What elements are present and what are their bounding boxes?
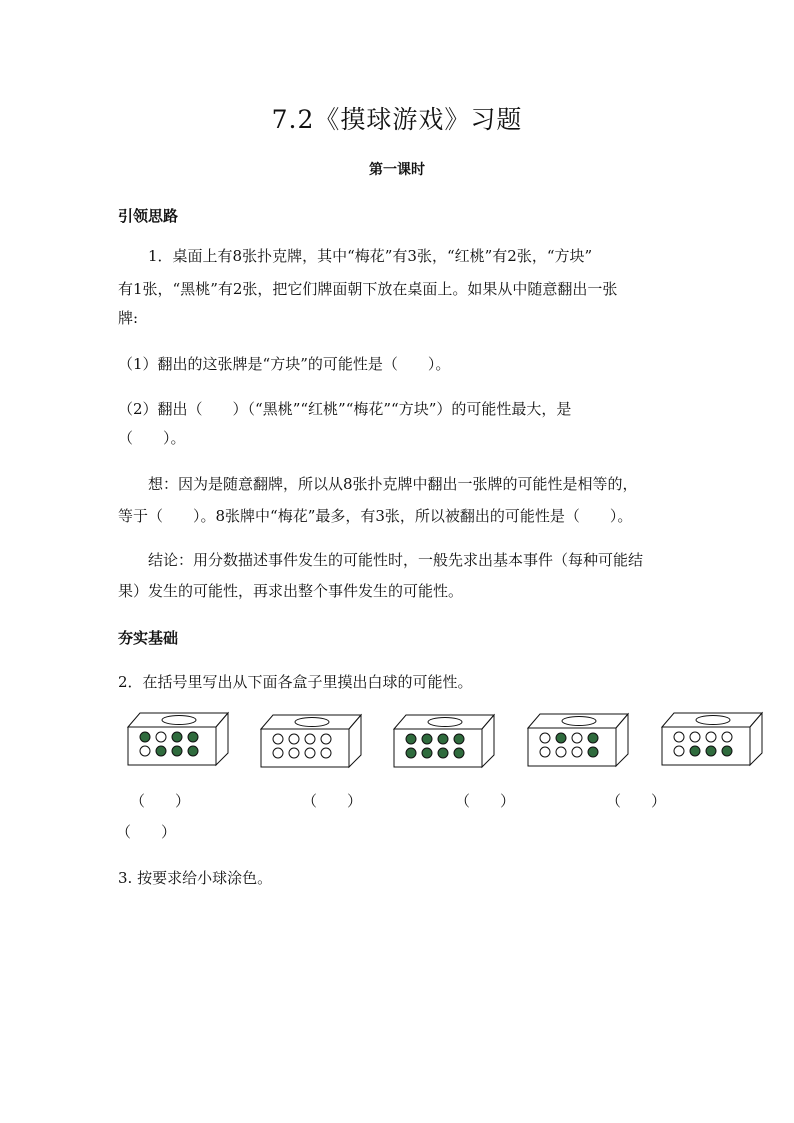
colored-ball bbox=[188, 732, 198, 742]
colored-ball bbox=[140, 732, 150, 742]
box-opening bbox=[162, 716, 196, 725]
section-heading-guide: 引领思路 bbox=[118, 207, 179, 225]
colored-ball bbox=[706, 746, 716, 756]
colored-ball bbox=[556, 733, 566, 743]
white-ball bbox=[690, 732, 700, 742]
white-ball bbox=[273, 734, 283, 744]
box-opening bbox=[428, 718, 462, 727]
colored-ball bbox=[422, 734, 432, 744]
q1-part-2-line-2: （ ）。 bbox=[118, 429, 186, 447]
white-ball bbox=[305, 748, 315, 758]
q1-intro-line-1: 1．桌面上有8张扑克牌，其中“梅花”有3张，“红桃”有2张，“方块” bbox=[148, 247, 593, 265]
box-front-face bbox=[394, 729, 482, 767]
answer-blank[interactable]: （ ） bbox=[130, 792, 191, 810]
white-ball bbox=[572, 747, 582, 757]
colored-ball bbox=[438, 748, 448, 758]
colored-ball bbox=[406, 734, 416, 744]
colored-ball bbox=[588, 747, 598, 757]
ball-box bbox=[661, 711, 763, 767]
q1-think-line-1: 想：因为是随意翻牌，所以从8张扑克牌中翻出一张牌的可能性是相等的， bbox=[148, 475, 638, 493]
box-opening bbox=[295, 718, 329, 727]
white-ball bbox=[674, 732, 684, 742]
ball-box bbox=[527, 712, 629, 768]
q1-conclusion-line-2: 果）发生的可能性，再求出整个事件发生的可能性。 bbox=[118, 582, 464, 600]
colored-ball bbox=[156, 746, 166, 756]
white-ball bbox=[321, 748, 331, 758]
colored-ball bbox=[188, 746, 198, 756]
white-ball bbox=[156, 732, 166, 742]
ball-box bbox=[260, 713, 362, 769]
q2-prompt: 2．在括号里写出从下面各盒子里摸出白球的可能性。 bbox=[118, 673, 473, 691]
white-ball bbox=[572, 733, 582, 743]
q1-part-1: （1）翻出的这张牌是“方块”的可能性是（ ）。 bbox=[118, 355, 451, 373]
ball-box bbox=[127, 711, 229, 767]
lesson-subtitle: 第一课时 bbox=[369, 162, 425, 178]
q1-think-line-2: 等于（ ）。8张牌中“梅花”最多，有3张，所以被翻出的可能性是（ ）。 bbox=[118, 507, 633, 525]
white-ball bbox=[273, 748, 283, 758]
box-front-face bbox=[528, 728, 616, 766]
white-ball bbox=[556, 747, 566, 757]
white-ball bbox=[706, 732, 716, 742]
answer-blank[interactable]: （ ） bbox=[302, 792, 363, 810]
white-ball bbox=[289, 734, 299, 744]
white-ball bbox=[674, 746, 684, 756]
q1-intro-line-3: 牌: bbox=[118, 309, 139, 327]
colored-ball bbox=[722, 746, 732, 756]
box-opening bbox=[562, 717, 596, 726]
colored-ball bbox=[438, 734, 448, 744]
section-heading-basics: 夯实基础 bbox=[118, 629, 179, 647]
colored-ball bbox=[172, 732, 182, 742]
white-ball bbox=[289, 748, 299, 758]
white-ball bbox=[540, 733, 550, 743]
colored-ball bbox=[422, 748, 432, 758]
page-title: 7.2《摸球游戏》习题 bbox=[271, 105, 523, 134]
q1-part-2-line-1: （2）翻出（ ）（“黑桃”“红桃”“梅花”“方块”）的可能性最大，是 bbox=[118, 400, 572, 418]
white-ball bbox=[321, 734, 331, 744]
colored-ball bbox=[690, 746, 700, 756]
ball-box bbox=[393, 713, 495, 769]
colored-ball bbox=[454, 748, 464, 758]
q1-conclusion-line-1: 结论：用分数描述事件发生的可能性时，一般先求出基本事件（每种可能结 bbox=[148, 551, 644, 569]
white-ball bbox=[140, 746, 150, 756]
colored-ball bbox=[172, 746, 182, 756]
answer-blank[interactable]: （ ） bbox=[116, 823, 177, 841]
box-front-face bbox=[128, 727, 216, 765]
white-ball bbox=[305, 734, 315, 744]
box-opening bbox=[696, 716, 730, 725]
q3-prompt: 3. 按要求给小球涂色。 bbox=[118, 869, 273, 887]
box-front-face bbox=[662, 727, 750, 765]
white-ball bbox=[540, 747, 550, 757]
colored-ball bbox=[454, 734, 464, 744]
q1-intro-line-2: 有1张，“黑桃”有2张，把它们牌面朝下放在桌面上。如果从中随意翻出一张 bbox=[118, 280, 618, 298]
colored-ball bbox=[406, 748, 416, 758]
answer-blank[interactable]: （ ） bbox=[606, 792, 667, 810]
white-ball bbox=[722, 732, 732, 742]
answer-blank[interactable]: （ ） bbox=[455, 792, 516, 810]
colored-ball bbox=[588, 733, 598, 743]
box-front-face bbox=[261, 729, 349, 767]
